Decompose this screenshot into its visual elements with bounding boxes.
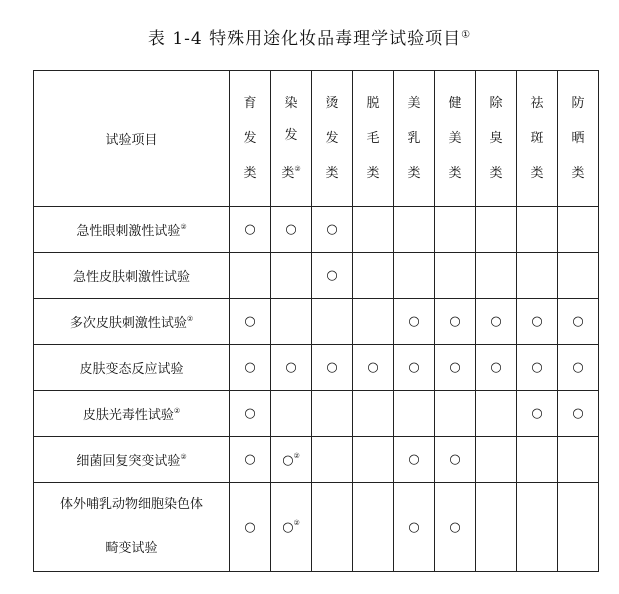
row-label (34, 391, 230, 437)
table-cell (476, 345, 517, 391)
table-cell (517, 207, 558, 253)
column-header-char: 美 (407, 95, 421, 111)
row-label (34, 437, 230, 483)
column-header (312, 71, 353, 207)
required-mark: ○ (531, 360, 543, 375)
row-label (34, 345, 230, 391)
column-header-char: 类 (571, 165, 585, 181)
row-footnote-mark: ② (173, 407, 181, 415)
row-footnote-mark: ② (180, 453, 187, 461)
row-label-text: 急性眼刺激性试验 (76, 224, 181, 239)
table-cell (271, 437, 312, 483)
column-header-char: 美 (448, 130, 462, 146)
table-cell (435, 253, 476, 299)
row-label-text: 多次皮肤刺激性试验 (69, 316, 187, 331)
column-header-char: 防 (571, 95, 585, 111)
column-header (353, 71, 394, 207)
table-cell (394, 253, 435, 299)
table-cell (353, 483, 394, 572)
cell-footnote-mark: ② (293, 519, 300, 527)
column-header-char: 毛 (366, 130, 380, 146)
column-header-char: 类 (243, 165, 257, 181)
column-header (558, 71, 599, 207)
table-cell (517, 483, 558, 572)
table-cell (230, 207, 271, 253)
table-cell (353, 437, 394, 483)
required-mark: ○ (367, 360, 379, 375)
required-mark: ○ (572, 314, 584, 329)
required-mark: ○ (244, 406, 256, 421)
column-header-char: 类 (530, 165, 544, 181)
column-header-char: 类 (325, 165, 339, 181)
column-header (271, 71, 312, 207)
table-cell (312, 253, 353, 299)
table-cell (353, 391, 394, 437)
title-footnote-mark: ① (461, 29, 472, 41)
row-label-text: 皮肤光毒性试验 (82, 408, 174, 423)
required-mark: ○ (449, 314, 461, 329)
required-mark: ○ (531, 406, 543, 421)
required-mark: ○ (572, 406, 584, 421)
required-mark: ○ (326, 360, 338, 375)
column-header-char: 染 (284, 95, 298, 111)
table-cell (271, 483, 312, 572)
column-header-char: 祛 (530, 95, 544, 111)
table-cell (353, 207, 394, 253)
column-header-char: 育 (243, 95, 257, 111)
required-mark: ○ (244, 519, 256, 535)
table-cell (558, 253, 599, 299)
table-cell (517, 437, 558, 483)
column-header-char: 健 (448, 95, 462, 111)
column-header (230, 71, 271, 207)
required-mark: ○ (326, 268, 338, 283)
table-cell (435, 299, 476, 345)
required-mark: ○ (244, 452, 256, 467)
table-cell (394, 345, 435, 391)
table-row (34, 299, 599, 345)
column-footnote-mark: ② (294, 164, 301, 173)
table-cell (476, 483, 517, 572)
row-label-line: 畸变试验 (105, 541, 158, 556)
column-header-char: 类 (448, 165, 462, 181)
table-cell (558, 437, 599, 483)
table-row (34, 207, 599, 253)
table-cell (394, 437, 435, 483)
required-mark: ○ (490, 314, 502, 329)
table-cell (435, 345, 476, 391)
corner-header (34, 71, 230, 207)
table-row (34, 253, 599, 299)
cell-footnote-mark: ② (293, 451, 300, 460)
table-cell (312, 391, 353, 437)
table-cell (435, 207, 476, 253)
required-mark: ○ (531, 314, 543, 329)
table-cell (476, 299, 517, 345)
column-header-char: 乳 (407, 130, 421, 146)
table-cell (312, 437, 353, 483)
table-cell (558, 345, 599, 391)
column-header-char: 类 (366, 165, 380, 181)
table-cell (435, 391, 476, 437)
table-cell (558, 483, 599, 572)
table-cell (271, 253, 312, 299)
table-cell (558, 391, 599, 437)
required-mark: ○ (282, 520, 294, 535)
table-row (34, 391, 599, 437)
required-mark: ○ (408, 314, 420, 329)
column-header (476, 71, 517, 207)
table-row (34, 345, 599, 391)
table-cell (476, 391, 517, 437)
table-cell (558, 207, 599, 253)
required-mark: ○ (244, 314, 256, 329)
table-cell (476, 207, 517, 253)
table-cell (517, 299, 558, 345)
table-cell (230, 437, 271, 483)
table-title-text: 表 1-4 特殊用途化妆品毒理学试验项目 (147, 29, 462, 49)
required-mark: ○ (282, 452, 294, 468)
required-mark: ○ (244, 222, 256, 237)
corner-header-label: 试验项目 (105, 133, 158, 148)
row-footnote-mark: ② (186, 315, 194, 323)
table-cell (230, 253, 271, 299)
required-mark: ○ (490, 360, 502, 375)
required-mark: ○ (449, 519, 461, 535)
column-header-char: 类 (407, 165, 421, 181)
column-header-char: 除 (489, 95, 503, 111)
row-label (34, 483, 230, 572)
table-cell (435, 437, 476, 483)
required-mark: ○ (572, 360, 584, 375)
required-mark: ○ (244, 360, 256, 375)
table-cell (558, 299, 599, 345)
column-header-char: 脱 (366, 95, 380, 111)
row-label (34, 253, 230, 299)
required-mark: ○ (326, 222, 338, 237)
row-label-text: 细菌回复突变试验 (76, 454, 181, 469)
required-mark: ○ (449, 452, 461, 467)
column-header-char: 发 (284, 128, 298, 143)
column-header-char: 烫 (325, 95, 339, 111)
row-label (34, 207, 230, 253)
table-cell (394, 299, 435, 345)
row-label-text: 急性皮肤刺激性试验 (72, 270, 190, 285)
column-header (394, 71, 435, 207)
required-mark: ○ (449, 360, 461, 375)
table-row (34, 483, 599, 572)
table-cell (517, 345, 558, 391)
table-cell (353, 345, 394, 391)
required-mark: ○ (408, 452, 420, 467)
table-cell (394, 483, 435, 572)
column-header (517, 71, 558, 207)
column-header-char: 晒 (571, 130, 585, 146)
table-cell (476, 253, 517, 299)
table-cell (517, 253, 558, 299)
table-cell (353, 253, 394, 299)
column-header-char: 发 (243, 130, 257, 146)
row-footnote-mark: ② (180, 223, 187, 231)
column-header-char: 斑 (530, 130, 544, 146)
column-header (435, 71, 476, 207)
required-mark: ○ (408, 360, 420, 375)
table-title (0, 24, 619, 49)
required-mark: ○ (408, 519, 420, 535)
row-label-text: 皮肤变态反应试验 (79, 362, 184, 377)
column-header-char: 发 (325, 130, 339, 146)
table-cell (312, 345, 353, 391)
table-cell (353, 299, 394, 345)
table-cell (230, 345, 271, 391)
table-cell (312, 207, 353, 253)
table-row (34, 437, 599, 483)
table-cell (312, 299, 353, 345)
row-label-line: 体外哺乳动物细胞染色体 (59, 497, 203, 512)
table-cell (271, 345, 312, 391)
table-cell (271, 391, 312, 437)
table-cell (394, 391, 435, 437)
table-cell (312, 483, 353, 572)
column-header-char: 类 (489, 165, 503, 181)
table-cell (517, 391, 558, 437)
table-cell (394, 207, 435, 253)
column-header-char: 臭 (489, 130, 503, 146)
required-mark: ○ (285, 222, 297, 237)
table-cell (271, 207, 312, 253)
table-cell (230, 299, 271, 345)
table-cell (476, 437, 517, 483)
row-label (34, 299, 230, 345)
header-row (34, 71, 599, 207)
test-items-table (33, 70, 599, 572)
table-cell (230, 391, 271, 437)
required-mark: ○ (285, 360, 297, 375)
column-header-char: 类② (281, 164, 301, 181)
table-cell (230, 483, 271, 572)
table-cell (271, 299, 312, 345)
table-cell (435, 483, 476, 572)
